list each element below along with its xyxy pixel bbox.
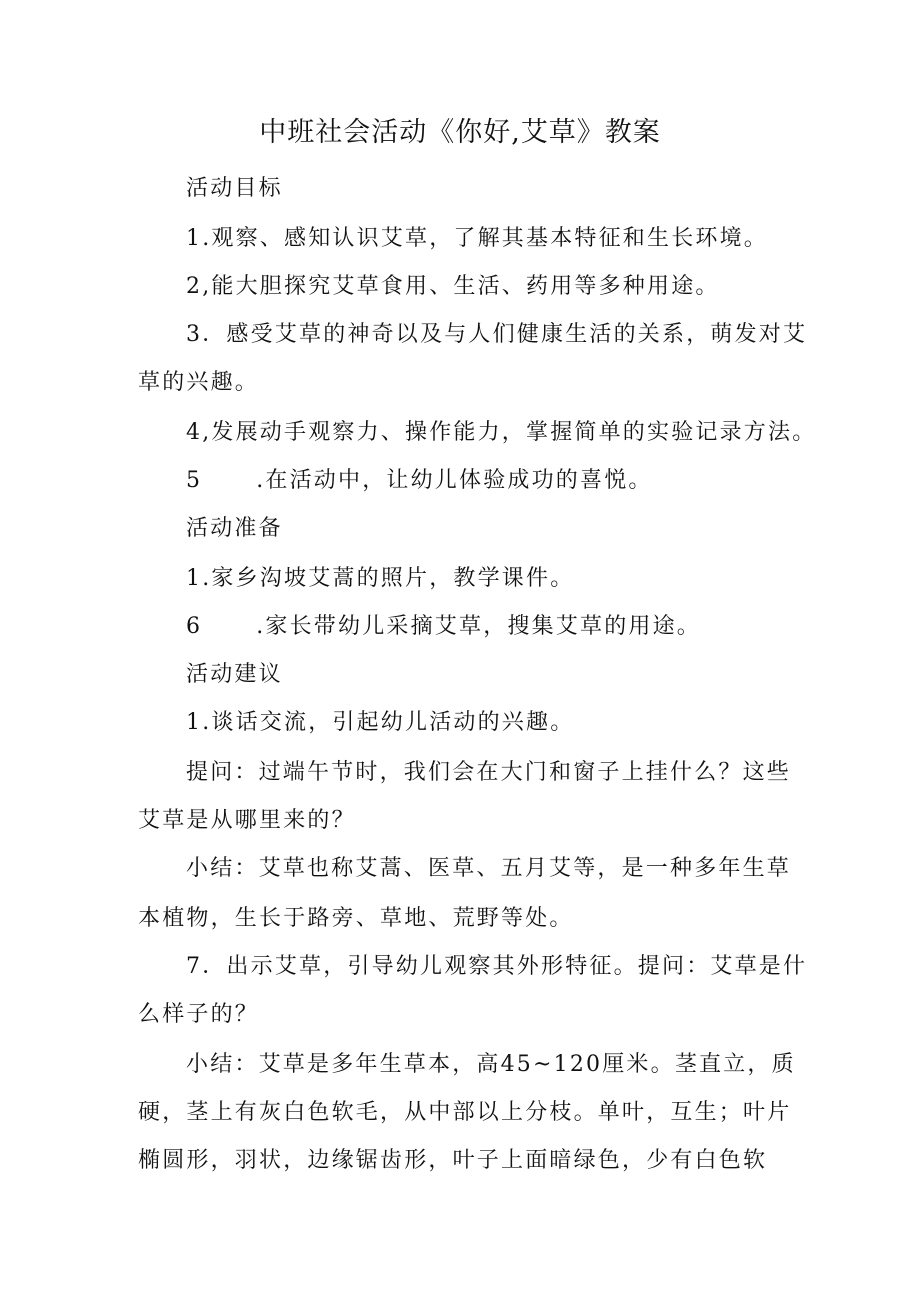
paragraph-line: 本植物，生长于路旁、草地、荒野等处。 — [138, 906, 574, 931]
paragraph-line: 么样子的？ — [138, 1002, 260, 1027]
paragraph-line: 小结：艾草也称艾蒿、医草、五月艾等，是一种多年生草 — [186, 856, 792, 881]
paragraph-line: 1.观察、感知认识艾草，了解其基本特征和生长环境。 — [186, 226, 768, 251]
paragraph-line: 提问：过端午节时，我们会在大门和窗子上挂什么？这些 — [186, 760, 792, 785]
paragraph-line: 椭圆形，羽状，边缘锯齿形，叶子上面暗绿色，少有白色软 — [138, 1148, 768, 1173]
item-text: .家长带幼儿采摘艾草，搜集艾草的用途。 — [256, 614, 701, 639]
paragraph-line: 7．出示艾草，引导幼儿观察其外形特征。提问：艾草是什 — [186, 954, 808, 979]
paragraph-line — [186, 612, 701, 642]
paragraph-line: 硬，茎上有灰白色软毛，从中部以上分枝。单叶，互生；叶片 — [138, 1100, 792, 1125]
paragraph-line: 4,发展动手观察力、操作能力，掌握简单的实验记录方法。 — [186, 420, 817, 445]
paragraph-line: 2,能大胆探究艾草食用、生活、药用等多种用途。 — [186, 274, 720, 299]
item-number: 5 — [186, 468, 203, 493]
paragraph-line: 1.家乡沟坡艾蒿的照片，教学课件。 — [186, 566, 575, 591]
paragraph-line: 3．感受艾草的神奇以及与人们健康生活的关系，萌发对艾 — [186, 322, 808, 347]
paragraph-line: 草的兴趣。 — [138, 370, 260, 395]
paragraph-line: 小结：艾草是多年生草本，高45~120厘米。茎直立，质 — [186, 1052, 796, 1077]
item-text: .在活动中，让幼儿体验成功的喜悦。 — [256, 468, 653, 493]
paragraph-line: 1.谈话交流，引起幼儿活动的兴趣。 — [186, 710, 575, 735]
paragraph-line — [186, 466, 653, 496]
paragraph-line: 艾草是从哪里来的？ — [138, 808, 356, 833]
item-number: 6 — [186, 614, 203, 639]
document-title: 中班社会活动《你好,艾草》教案 — [259, 117, 661, 148]
section-heading-suggestions: 活动建议 — [186, 662, 283, 687]
section-heading-preparation: 活动准备 — [186, 516, 283, 541]
section-heading-goals: 活动目标 — [186, 176, 283, 201]
